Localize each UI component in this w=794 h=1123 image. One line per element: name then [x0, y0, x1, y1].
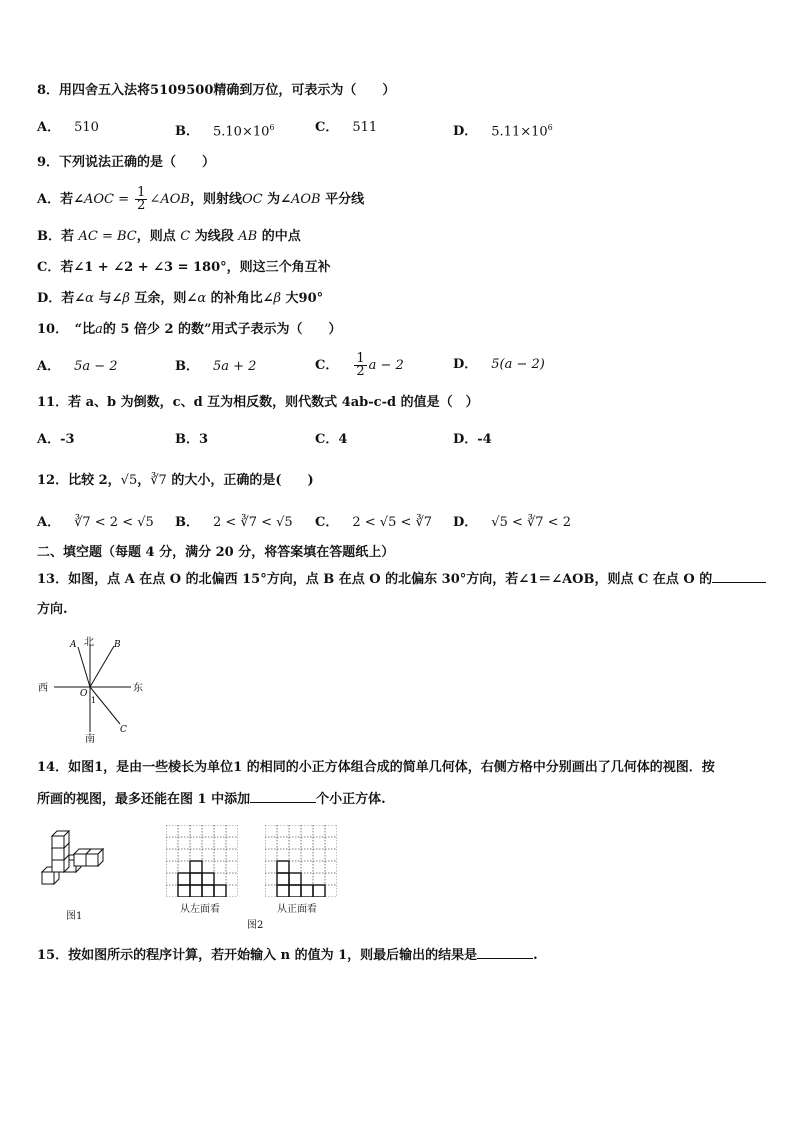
label-east: 东	[133, 683, 143, 694]
q8-option-b: B． $5.10\times 10^6$	[175, 123, 275, 140]
q13-direction-figure	[34, 632, 154, 744]
front-view-caption: 从正面看	[277, 904, 317, 915]
q12-option-c: C． 2 < √5 < ∛7	[315, 515, 433, 530]
label-south: 南	[85, 734, 95, 744]
q15-text: 15．按如图所示的程序计算，若开始输入 n 的值为 1，则最后输出的结果是 .	[37, 948, 538, 963]
fig1-caption: 图1	[66, 911, 83, 922]
ray-oc	[90, 687, 120, 724]
q9-option-b: B．若 AC = BC，则点 C 为线段 AB 的中点	[37, 229, 301, 244]
q8-stem: 8．用四舍五入法将5109500精确到万位，可表示为（ ）	[37, 83, 396, 98]
q9-option-c: C．若∠1 + ∠2 + ∠3 = 180°，则这三个角互补	[37, 260, 331, 275]
q11-option-d: D．-4	[453, 432, 492, 447]
label-a: A	[70, 640, 77, 650]
q14-cube-figure	[40, 828, 104, 888]
q14-line1: 14．如图1，是由一些棱长为单位1 的相同的小正方体组合成的简单几何体，右侧方格中分别画出了几何体的视图．按	[37, 760, 715, 775]
q9-option-d: D．若∠α 与∠β 互余，则∠α 的补角比∠β 大90°	[37, 291, 324, 306]
q13-line2: 方向.	[37, 602, 68, 617]
q11-option-b: B．3	[175, 432, 209, 447]
q10-option-a: A． 5a − 2	[37, 359, 118, 374]
label-b: B	[114, 640, 121, 650]
q8-option-d: D． $5.11\times 10^6$	[453, 123, 553, 140]
q8-option-a: A． 510	[37, 120, 99, 135]
label-c: C	[120, 725, 127, 735]
q13-answer-blank[interactable]	[712, 570, 766, 583]
label-north: 北	[84, 637, 94, 648]
q13-line1: 13．如图，点 A 在点 O 的北偏西 15°方向，点 B 在点 O 的北偏东 30°方向，若∠1＝∠AOB，则点 C 在点 O 的	[37, 570, 766, 589]
q14-line2: 所画的视图，最多还能在图 1 中添加 个小正方体.	[37, 792, 386, 807]
left-view-caption: 从左面看	[180, 904, 220, 915]
label-o: O	[80, 689, 88, 699]
q15-answer-blank[interactable]	[477, 946, 533, 959]
ray-ob	[90, 646, 114, 687]
q10-option-d: D． 5(a − 2)	[453, 357, 545, 372]
q10-stem: 10． “比a的 5 倍少 2 的数”用式子表示为（ ）	[37, 322, 342, 337]
q11-stem: 11．若 a、b 为倒数，c、d 互为相反数，则代数式 4ab-c-d 的值是（ ）	[37, 395, 479, 410]
section-heading: 二、填空题（每题 4 分，满分 20 分，将答案填在答题纸上）	[37, 545, 395, 560]
q12-option-a: A． ∛7 < 2 < √5	[37, 515, 154, 530]
q12-stem: 12．比较 2，√5，∛7 的大小，正确的是( )	[37, 473, 314, 488]
label-angle-1: 1	[91, 696, 97, 705]
q10-option-c: C． $\frac{1}{2}$ a − 2	[315, 351, 404, 379]
q8-option-c: C． 511	[315, 120, 378, 135]
label-west: 西	[38, 683, 48, 694]
fig2-caption: 图2	[247, 920, 264, 931]
q11-option-c: C．4	[315, 432, 348, 447]
q10-option-b: B． 5a + 2	[175, 359, 257, 374]
q9-stem: 9．下列说法正确的是（ ）	[37, 155, 216, 170]
q12-option-d: D． √5 < ∛7 < 2	[453, 515, 571, 530]
front-view-grid	[265, 825, 337, 897]
q14-answer-blank[interactable]	[250, 790, 316, 803]
ray-oa	[78, 647, 90, 687]
q11-option-a: A．-3	[37, 432, 75, 447]
q9-option-a: A．若∠AOC = $\frac{1}{2}$ ∠AOB，则射线OC 为∠AOB 平分线	[37, 185, 365, 213]
left-view-grid	[166, 825, 238, 897]
q12-option-b: B． 2 < ∛7 < √5	[175, 515, 293, 530]
